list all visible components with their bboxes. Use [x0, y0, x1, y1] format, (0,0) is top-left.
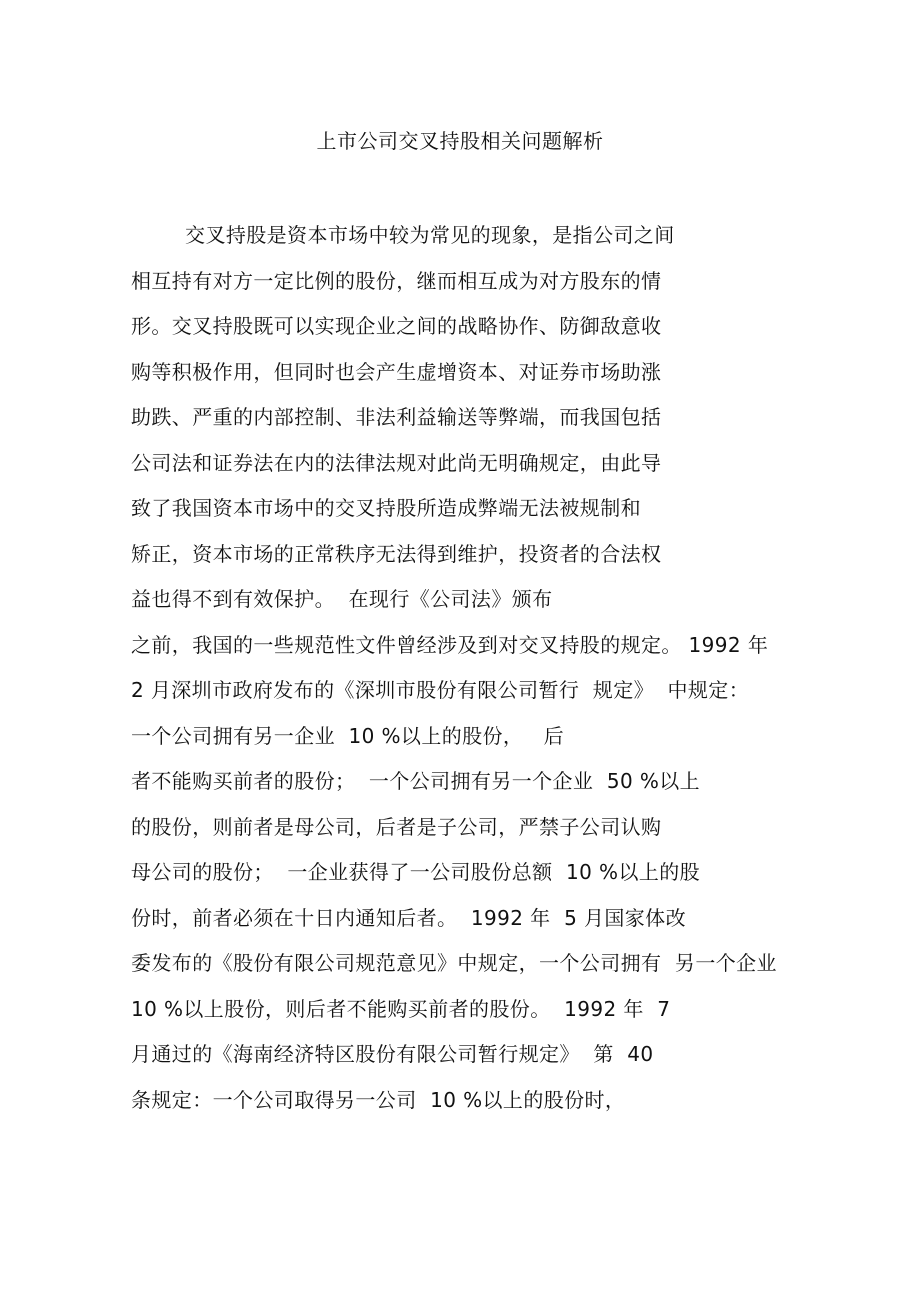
body-line: 者不能购买前者的股份； 一个公司拥有另一个企业 50 %以上 — [131, 769, 701, 793]
body-line: 母公司的股份； 一企业获得了一公司股份总额 10 %以上的股 — [131, 860, 701, 884]
body-line: 2 月深圳市政府发布的《深圳市股份有限公司暂行 规定》 中规定： — [131, 678, 750, 702]
body-line: 的股份，则前者是母公司，后者是子公司，严禁子公司认购 — [131, 814, 662, 839]
body-line: 相互持有对方一定比例的股份，继而相互成为对方股东的情 — [131, 268, 662, 293]
body-line: 月通过的《海南经济特区股份有限公司暂行规定》 第 40 — [131, 1042, 654, 1066]
body-line: 条规定：一个公司取得另一公司 10 %以上的股份时， — [131, 1087, 626, 1112]
body-line: 公司法和证券法在内的法律法规对此尚无明确规定，由此导 — [131, 450, 662, 475]
body-line: 一个公司拥有另一企业 10 %以上的股份， 后 — [131, 723, 564, 748]
body-line: 矫正，资本市场的正常秩序无法得到维护，投资者的合法权 — [131, 541, 662, 566]
document-body — [131, 220, 821, 1130]
body-line: 形。交叉持股既可以实现企业之间的战略协作、防御敌意收 — [131, 314, 662, 338]
body-line: 益也得不到有效保护。 在现行《公司法》颁布 — [131, 587, 553, 611]
document-title: 上市公司交叉持股相关问题解析 — [316, 129, 604, 153]
body-line: 购等积极作用，但同时也会产生虚增资本、对证券市场助涨 — [131, 359, 662, 384]
body-line: 10 %以上股份，则后者不能购买前者的股份。 1992 年 7 — [131, 996, 671, 1021]
body-line: 交叉持股是资本市场中较为常见的现象，是指公司之间 — [131, 223, 675, 247]
body-line: 委发布的《股份有限公司规范意见》中规定，一个公司拥有 另一个企业 — [131, 951, 777, 975]
body-line: 助跌、严重的内部控制、非法利益输送等弊端，而我国包括 — [131, 405, 662, 429]
body-line: 之前，我国的一些规范性文件曾经涉及到对交叉持股的规定。 1992 年 — [131, 632, 769, 657]
body-line: 致了我国资本市场中的交叉持股所造成弊端无法被规制和 — [131, 496, 641, 520]
body-line: 份时，前者必须在十日内通知后者。 1992 年 5 月国家体改 — [131, 905, 686, 930]
